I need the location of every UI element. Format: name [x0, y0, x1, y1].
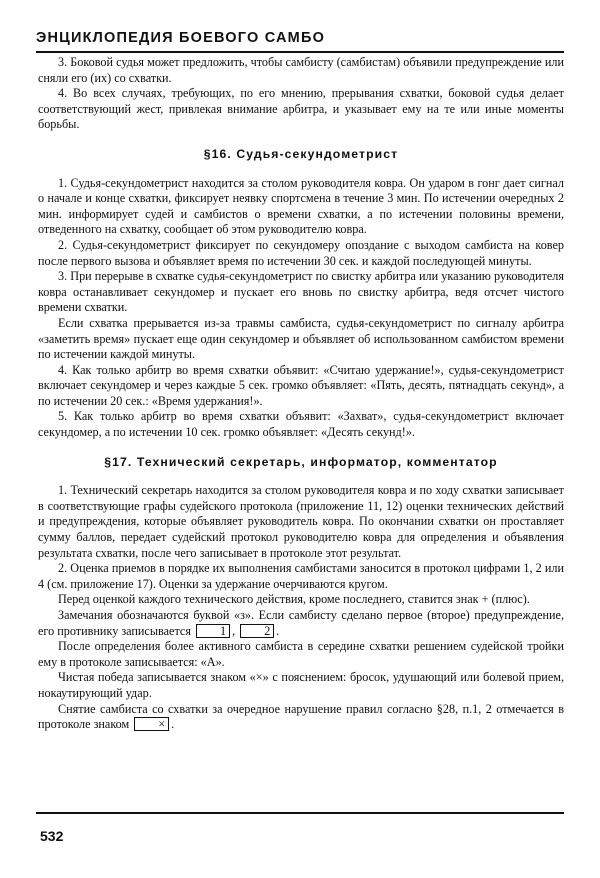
paragraph-text: Замечания обозначаются буквой «з». Если самбисту сделано первое (второе) предупреждение, его противнику записывается	[38, 608, 564, 638]
paragraph: 2. Судья-секундометрист фиксирует по секундомеру опоздание с выходом самбиста на ковер после первого вызова и объявляет время по истечении 30 сек. и каждой последующей минуты.	[38, 237, 564, 268]
protocol-box: 2	[240, 624, 274, 638]
paragraph: После определения более активного самбиста в середине схватки решением судейской тройки ему в протоколе записывается: «А».	[38, 639, 564, 669]
paragraph-text: .	[171, 717, 175, 732]
protocol-box: 1	[196, 624, 230, 638]
protocol-box: ×	[134, 717, 169, 731]
paragraph: 5. Как только арбитр во время схватки объявит: «Захват», судья-секундометрист включает секундомер, а по истечении 10 сек. громко объявляет: «Десять секунд!».	[38, 409, 564, 440]
paragraph: Если схватка прерывается из-за травмы самбиста, судья-секундометрист по сигналу арбитра «заметить время» пускает еще один секундомер и объявляет об использованном самбистом времени по истечении каждой минуты.	[38, 315, 564, 362]
paragraph: 1. Судья-секундометрист находится за столом руководителя ковра. Он ударом в гонг дает сигнал о начале и конце схватки, фиксирует неявку спортсмена в течение 3 мин. По истечении очередных 2 мин. информирует судей и самбистов о времени схватки, а по истечении половины времени, отведенного на схватку, сообщает об этом руководителю ковра.	[38, 175, 564, 237]
header-rule	[36, 51, 564, 53]
page-number: 532	[40, 828, 64, 844]
paragraph: 3. Боковой судья может предложить, чтобы самбисту (самбистам) объявили предупреждение или сняли его (их) со схватки.	[38, 55, 564, 85]
running-head: ЭНЦИКЛОПЕДИЯ БОЕВОГО САМБО	[36, 30, 326, 46]
page-body	[38, 55, 564, 733]
section-heading-16: §16. Судья-секундометрист	[203, 146, 399, 161]
paragraph-warnings: Замечания обозначаются буквой «з». Если самбисту сделано первое (второе) предупреждение, его противнику записывается 1 , 2 .	[38, 608, 564, 638]
paragraph: 2. Оценка приемов в порядке их выполнения самбистами заносится в протокол цифрами 1, 2 или 4 (см. приложение 17). Оценки за удержание очерчиваются кругом.	[38, 561, 564, 591]
paragraph-text: Снятие самбиста со схватки за очередное нарушение правил согласно §28, п.1, 2 отмечается в протоколе знаком	[38, 701, 564, 732]
paragraph: 4. Во всех случаях, требующих, по его мнению, прерывания схватки, боковой судья делает соответствующий жест, привлекая внимание арбитра, и указывает ему на те или иные моменты борьбы.	[38, 86, 564, 132]
footer-rule	[36, 812, 564, 814]
paragraph: Перед оценкой каждого технического действия, кроме последнего, ставится знак + (плюс).	[58, 592, 530, 607]
paragraph: 4. Как только арбитр во время схватки объявит: «Считаю удержание!», судья-секундометрист включает секундомер и через каждые 5 сек. громко объявляет: «Пять, десять, пятнадцать секунд», а по истечении 20 сек.: «Время удержания!».	[38, 362, 564, 408]
section-heading-17: §17. Технический секретарь, информатор, комментатор	[104, 454, 498, 469]
paragraph-text: .	[276, 623, 280, 638]
paragraph: 3. При перерыве в схватке судья-секундометрист по свистку арбитра или указанию руководителя ковра останавливает секундомер и пускает его вновь по свистку арбитра, ведя отсчет чистого времени схватки.	[38, 269, 564, 315]
paragraph: 1. Технический секретарь находится за столом руководителя ковра и по ходу схватки записывает в соответствующие графы судейского протокола (приложение 11, 12) оценки технических действий и предупреждения, которые объявляет руководитель ковра. По окончании схватки он проставляет сумму баллов, передает судейский протокол руководителю ковра для определения и объявления результата схватки, после чего записывает в протоколе этот результат.	[38, 483, 564, 560]
paragraph: Чистая победа записывается знаком «×» с пояснением: бросок, удушающий или болевой прием, нокаутирующий удар.	[38, 670, 564, 700]
paragraph-removal	[38, 702, 564, 733]
